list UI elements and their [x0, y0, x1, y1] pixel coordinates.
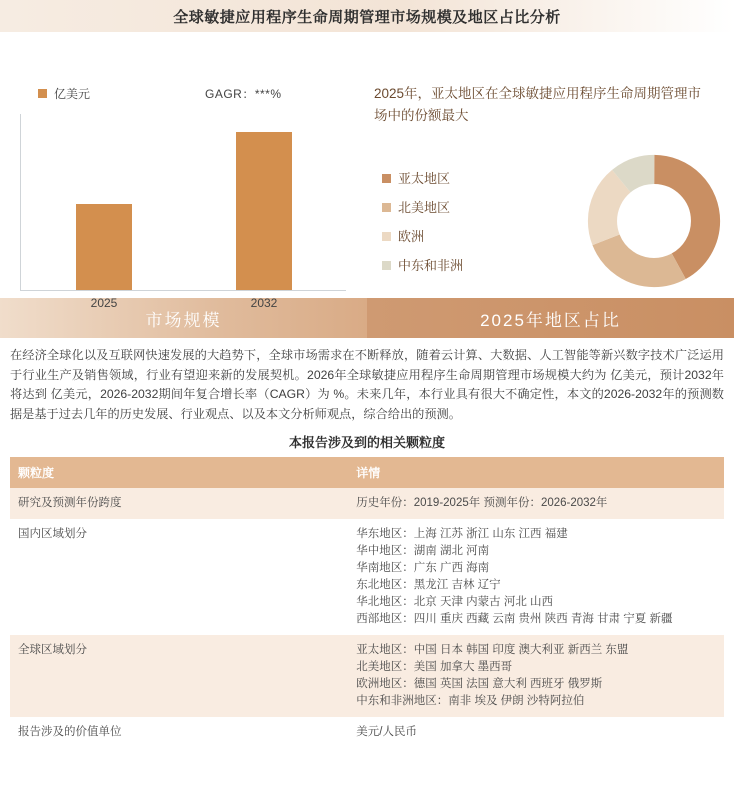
table-header-row	[10, 457, 724, 488]
table-row	[10, 519, 724, 635]
legend-item-north-america	[382, 198, 482, 217]
row-detail-domestic-regions	[348, 519, 724, 635]
table-header-details: 详情	[348, 457, 724, 488]
bar-plot	[20, 114, 346, 310]
legend-label: 亚太地区	[398, 171, 451, 186]
legend-item-asia-pacific	[382, 169, 482, 188]
gagr-annotation: GAGR：***%	[205, 87, 282, 101]
donut-chart-graphic	[586, 153, 722, 289]
row-label-domestic-regions: 国内区域划分	[10, 519, 348, 635]
charts-area	[0, 33, 734, 310]
x-tick-2025: 2025	[90, 296, 118, 310]
row-label-value-unit: 报告涉及的价值单位	[10, 717, 348, 748]
row-label-global-regions: 全球区域划分	[10, 635, 348, 717]
legend-swatch-icon	[38, 89, 47, 98]
band-region-share: 2025年地区占比	[367, 298, 734, 338]
legend-item-europe	[382, 227, 482, 246]
page-header	[0, 0, 734, 33]
detail-line: 欧洲地区：德国 英国 法国 意大利 西班牙 俄罗斯	[356, 678, 603, 690]
row-detail-value-unit	[348, 717, 724, 748]
legend-swatch-icon	[382, 174, 391, 183]
detail-line: 历史年份：2019-2025年 预测年份：2026-2032年	[356, 497, 608, 509]
legend-item-mea	[382, 256, 482, 275]
legend-swatch-icon	[382, 261, 391, 270]
table-header-granularity: 颗粒度	[10, 457, 348, 488]
table-caption: 本报告涉及到的相关颗粒度	[288, 435, 445, 450]
detail-line: 华中地区：湖南 湖北 河南	[356, 545, 490, 557]
detail-line: 中东和非洲地区：南非 埃及 伊朗 沙特阿拉伯	[356, 695, 585, 707]
bar-chart	[0, 39, 366, 310]
detail-line: 华东地区：上海 江苏 浙江 山东 江西 福建	[356, 528, 568, 540]
detail-line: 华南地区：广东 广西 海南	[356, 562, 490, 574]
table-row	[10, 717, 724, 748]
x-tick-2032: 2032	[250, 296, 278, 310]
legend-swatch-icon	[382, 203, 391, 212]
overview-paragraph: 在经济全球化以及互联网快速发展的大趋势下，全球市场需求在不断释放，随着云计算、大数据、人工智能等新兴数字技术广泛运用于行业生产及销售领域，行业有望迎来新的发展契机。2026年全球敏捷应用程序生命周期管理市场规模大约为 亿美元，预计2032年将达到 亿美元，2026-2032期间年复合增长率（CAGR）为 %。未来几年，本行业具有很大不确定性，本文的2026-2032年的预测数据是基于过去几年的历史发展、行业观点、以及本文分析师观点，综合给出的预测。	[10, 348, 724, 421]
pie-chart	[366, 39, 734, 298]
detail-line: 美元/人民币	[356, 726, 417, 738]
bar-2025	[76, 204, 132, 290]
band-market-size: 市场规模	[0, 298, 367, 338]
table-row	[10, 488, 724, 519]
bar-legend-label: 亿美元	[54, 87, 91, 101]
detail-line: 亚太地区：中国 日本 韩国 印度 澳大利亚 新西兰 东盟	[356, 644, 629, 656]
granularity-table	[10, 457, 724, 748]
pie-chart-legend	[382, 169, 482, 285]
legend-label: 中东和非洲	[398, 258, 464, 273]
detail-line: 东北地区：黑龙江 吉林 辽宁	[356, 579, 501, 591]
legend-label: 北美地区	[398, 200, 451, 215]
row-label-years: 研究及预测年份跨度	[10, 488, 348, 519]
detail-line: 华北地区：北京 天津 内蒙古 河北 山西	[356, 596, 554, 608]
x-axis	[20, 290, 346, 291]
bar-chart-legend	[38, 85, 90, 102]
detail-line: 北美地区：美国 加拿大 墨西哥	[356, 661, 513, 673]
bar-2032	[236, 132, 292, 290]
y-axis	[20, 114, 21, 290]
donut-slice-mea	[602, 169, 705, 272]
row-detail-global-regions	[348, 635, 724, 717]
detail-line: 西部地区：四川 重庆 西藏 云南 贵州 陕西 青海 甘肃 宁夏 新疆	[356, 613, 673, 625]
row-detail-years	[348, 488, 724, 519]
legend-label: 欧洲	[398, 229, 425, 244]
legend-swatch-icon	[382, 232, 391, 241]
pie-chart-title: 2025年，亚太地区在全球敏捷应用程序生命周期管理市场中的份额最大	[374, 86, 702, 123]
page-title: 全球敏捷应用程序生命周期管理市场规模及地区占比分析	[173, 8, 561, 26]
table-row	[10, 635, 724, 717]
